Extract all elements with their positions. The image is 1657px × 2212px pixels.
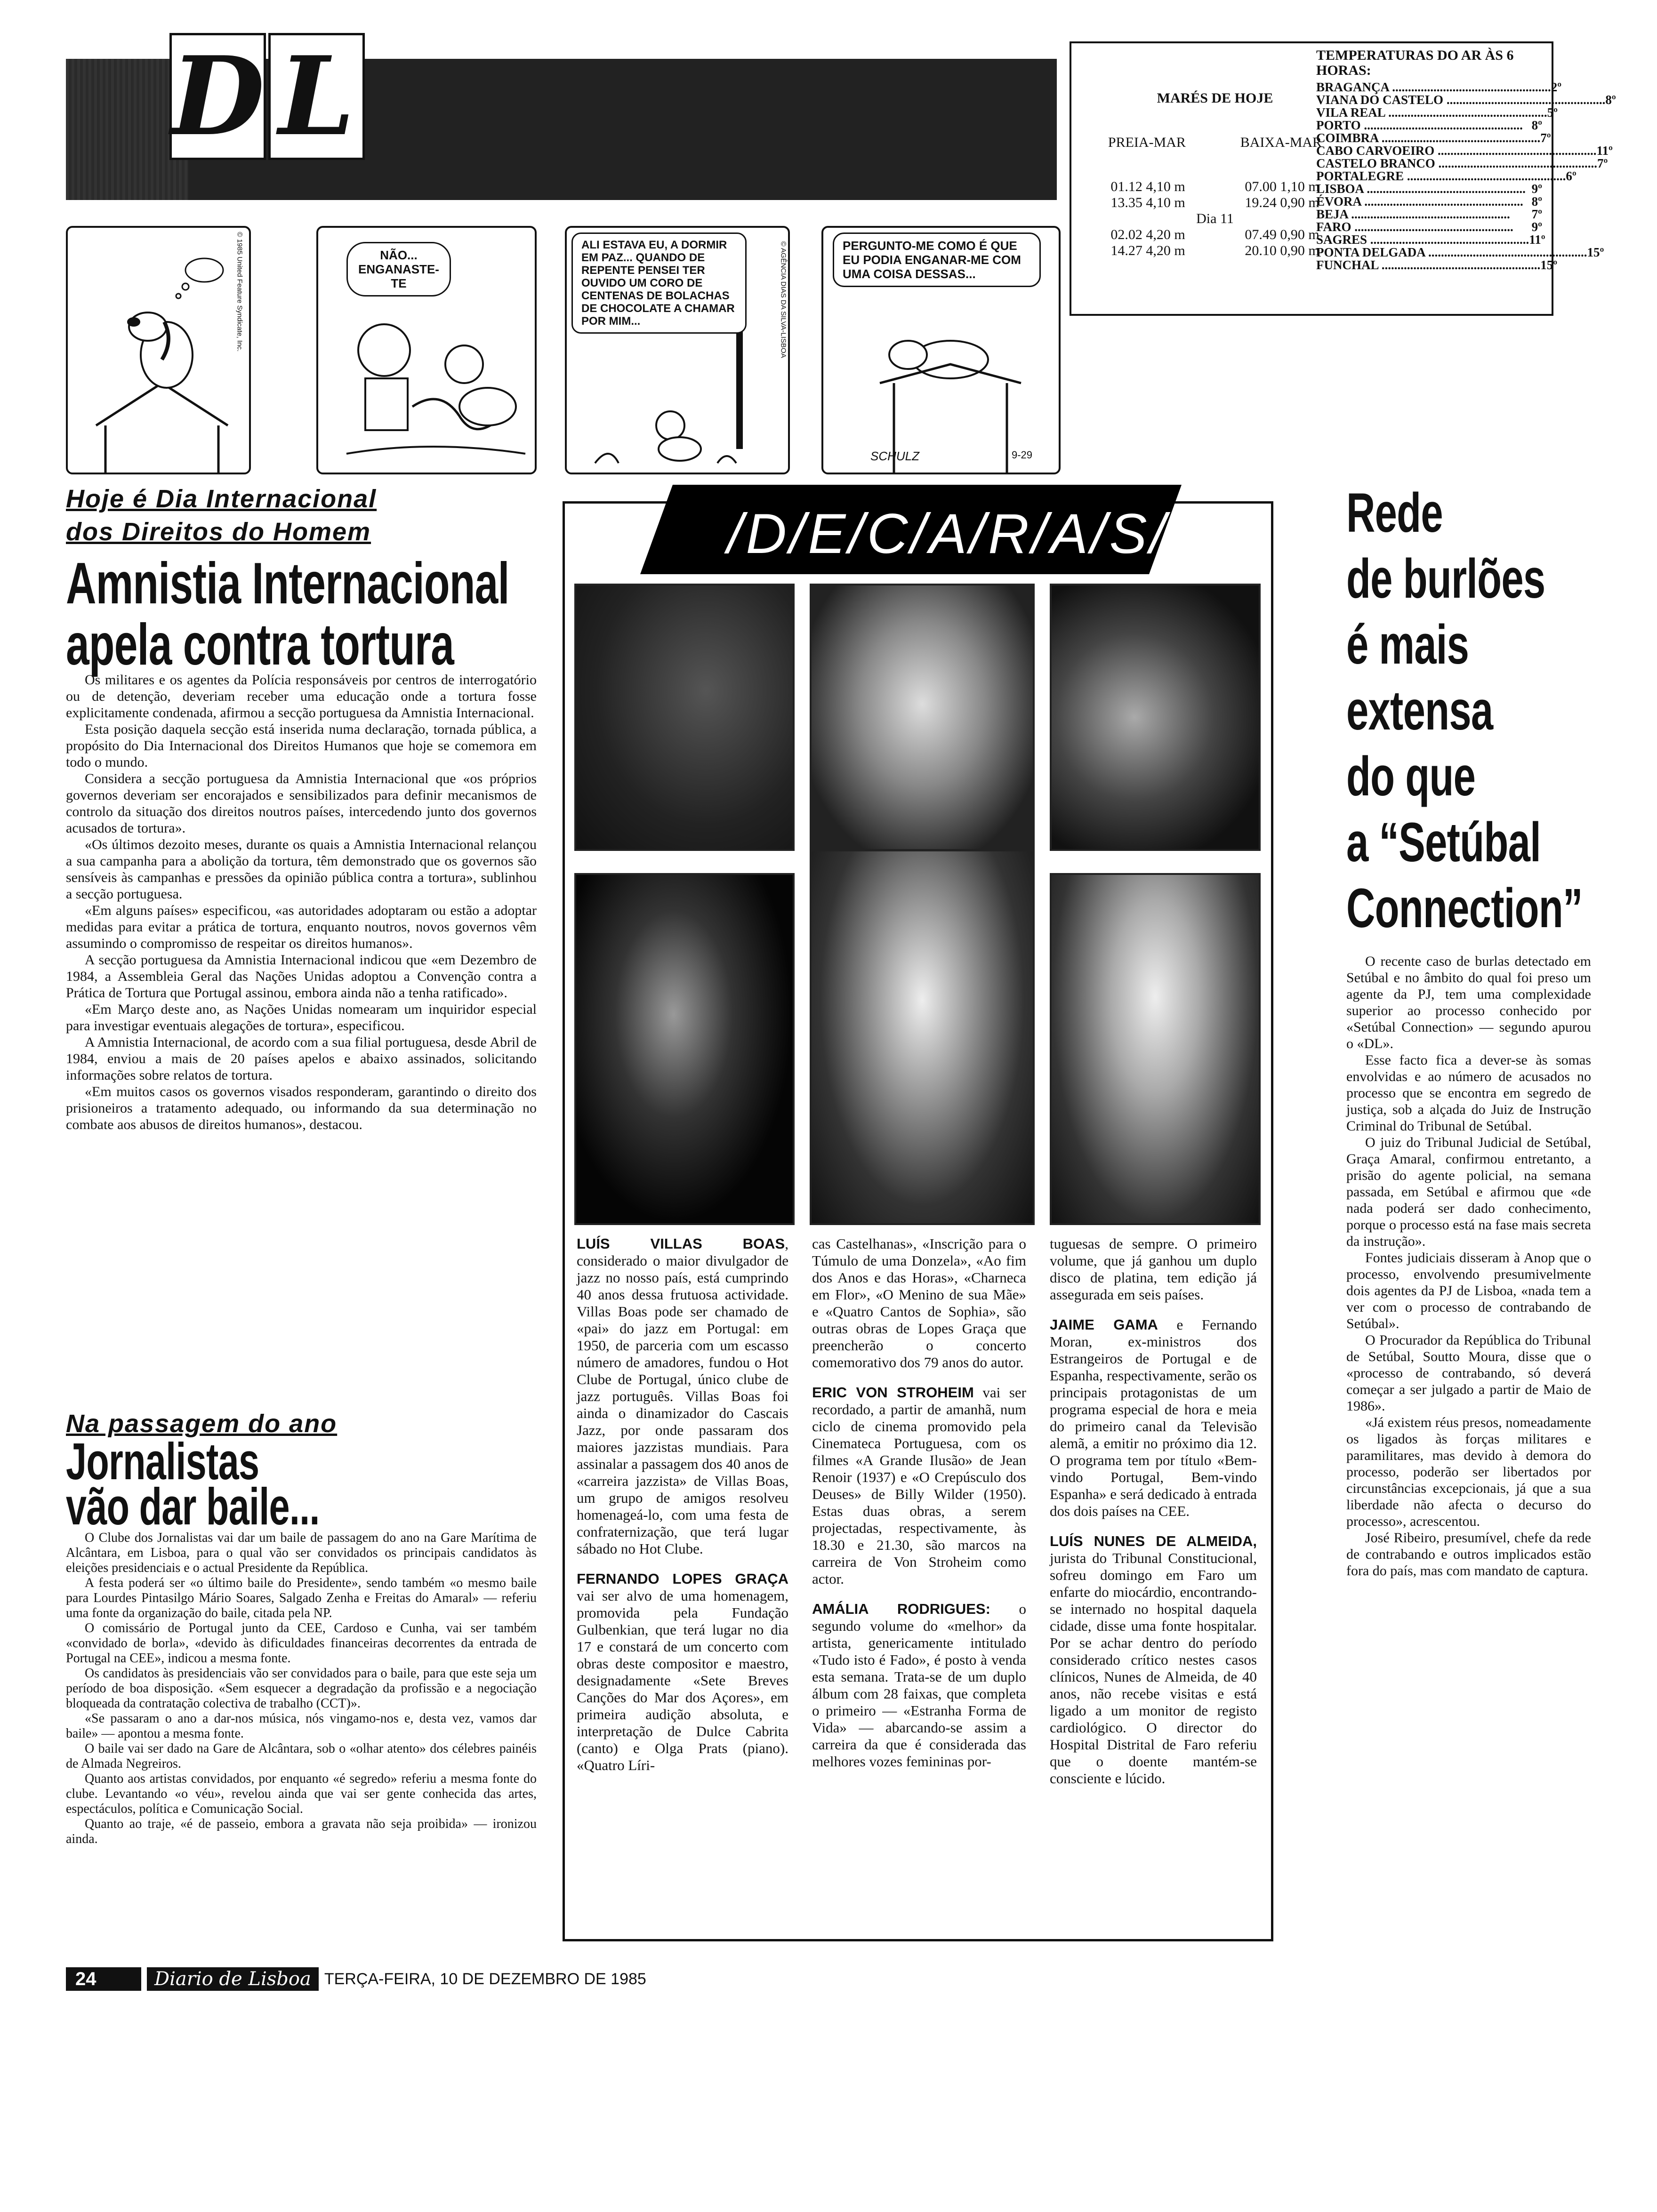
decaras-entry (577, 1235, 788, 1557)
article-kicker: Na passagem do ano (66, 1410, 338, 1438)
temperature-city: BRAGANÇA .................................................. (1316, 80, 1551, 94)
temperature-city: LISBOA .................................................. (1316, 182, 1526, 196)
decaras-entry-text: jurista do Tribunal Constitucional, sofreu domingo em Faro um enfarte do miocárdio, encontrando-se internado no hospital daquela cidade, disse uma fonte hospitalar. Por se achar dentro do período considerado crítico nestes casos clínicos, Nunes de Almeida, de 40 anos, não recebe visitas e está ligado a um monitor de registo cardiológico. O director do Hospital Distrital de Faro referiu que o doente mantém-se consciente e lúcido. (1050, 1550, 1257, 1787)
comic-copyright: © 1985 United Feature Syndicate, Inc. (235, 232, 244, 352)
city-name: SAGRES (1316, 232, 1367, 247)
temperature-city: PORTALEGRE .................................................. (1316, 169, 1566, 183)
logo-box-l: L (268, 33, 365, 160)
temperature-value: 8º (1531, 194, 1542, 208)
temperature-value: 15º (1587, 245, 1604, 259)
temperature-value: 7º (1540, 131, 1551, 145)
temperature-city: BEJA .................................................. (1316, 207, 1510, 221)
comic-bubble-3: ALI ESTAVA EU, A DORMIR EM PAZ... QUANDO DE REPENTE PENSEI TER OUVIDO UM CORO DE CENTENAS DE BOLACHAS DE CHOCOLATE A CHAMAR POR MIM... (571, 232, 747, 334)
article-paragraph: Considera a secção portuguesa da Amnistia Internacional que «os próprios governos deveriam ser encorajados e sensibilizados para definir mecanismos de controlo da situação dos direitos noutros países, intercedendo junto dos governos acusados de tortura». (66, 771, 537, 836)
temperature-row (1316, 156, 1608, 170)
decaras-entry (1050, 1235, 1257, 1303)
article-body (1346, 953, 1591, 1579)
temperature-row (1316, 221, 1542, 233)
article-paragraph: «Em muitos casos os governos visados responderam, garantindo o direito dos prisioneiros a tratamento adequado, ou informando da sua determinação no combate aos abusos de direitos humanos», destacou. (66, 1084, 537, 1133)
decaras-entry-lead: LUÍS VILLAS BOAS (577, 1235, 785, 1252)
article-paragraph: José Ribeiro, presumível, chefe da rede de contrabando e outros implicados estão fora do país, mas com mandato de captura. (1346, 1530, 1591, 1579)
comic-panel-4 (821, 226, 1061, 474)
city-name: BRAGANÇA (1316, 80, 1389, 94)
temperature-value: 9º (1531, 182, 1542, 196)
article-paragraph: «Em alguns países» especificou, «as autoridades adoptaram ou estão a adoptar medidas para evitar a prática de tortura, enquanto noutros, novos governos vêm assumindo o compromisso de respeitar os direitos humanos». (66, 903, 537, 952)
temperature-row (1316, 258, 1558, 272)
decaras-entry-text: o segundo volume do «melhor» da artista, genericamente intitulado «Tudo isto é Fado», é posto à venda esta semana. Trata-se de um duplo álbum com 28 faixas, que completa o primeiro — «Estranha Forma de Vida» — abarcando-se assim a carreira da que é considerada das melhores vozes femininas por- (812, 1601, 1026, 1770)
decaras-entry-text: cas Castelhanas», «Inscrição para o Túmulo de uma Donzela», «Ao fim dos Anos e das Horas», «Charneca em Flor», «O Menino de sua Mãe» e «Quatro Cantos de Sophia», são outras obras de Lopes Graça que preencherão o concerto comemorativo dos 79 anos do autor. (812, 1235, 1026, 1370)
article-headline-line: a “Setúbal (1346, 811, 1541, 874)
portrait-photo (1050, 584, 1261, 851)
portrait-photo (1050, 873, 1261, 1225)
decaras-entry (812, 1601, 1026, 1770)
decaras-entry-text: , considerado o maior divulgador de jazz no nosso país, está cumprindo 40 anos dessa frutuosa actividade. Villas Boas pode ser chamado de «pai» do jazz em Portugal: em 1950, de parceria com um escasso número de amadores, fundou o Hot Clube de Portugal, único clube de jazz português. Villas Boas foi ainda o dinamizador do Cascais Jazz, por onde passaram dos maiores jazzistas mundiais. Para assinalar a passagem dos 40 anos de «carreira jazzista» de Villas Boas, um grupo de amigos resolveu homenageá-lo, com uma festa de confraternização, que terá lugar sábado no Hot Clube. (577, 1235, 788, 1557)
city-name: PORTALEGRE (1316, 169, 1404, 183)
temperature-value: 11º (1529, 232, 1545, 247)
portrait-photo (810, 584, 1035, 851)
article-paragraph: «Em Março deste ano, as Nações Unidas nomearam um inquiridor especial para investigar eventuais alegações de tortura», especificou. (66, 1002, 537, 1034)
paper-name: Diario de Lisboa (147, 1967, 319, 1991)
article-headline: apela contra tortura (66, 612, 454, 678)
temperature-value: 5º (1547, 105, 1558, 120)
decaras-col-2 (812, 1235, 1026, 1783)
tides-row: 01.12 4,10 m 07.00 1,10 m (1110, 179, 1319, 194)
portrait-photo (574, 873, 795, 1225)
temperatures-list (1316, 80, 1616, 272)
article-paragraph: O recente caso de burlas detectado em Setúbal e no âmbito do qual foi preso um agente da PJ, tem uma complexidade superior ao processo conhecido por «Setúbal Connection» — segundo apurou o «DL». (1346, 954, 1591, 1051)
article-headline-line: Connection” (1346, 877, 1583, 939)
article-paragraph: A festa poderá ser «o último baile do Presidente», sendo também «o mesmo baile para Lourdes Pintasilgo Mário Soares, Salgado Zenha e Freitas do Amaral» — referiu uma fonte da organização do baile, citada pela NP. (66, 1576, 537, 1620)
temperature-city: ÉVORA .................................................. (1316, 194, 1523, 208)
temperature-city: VIANA DO CASTELO .................................................. (1316, 93, 1606, 107)
footer (66, 1967, 725, 1991)
article-paragraph: O baile vai ser dado na Gare de Alcântara, sob o «olhar atento» dos célebres painéis de Almada Negreiros. (66, 1741, 537, 1771)
tides-title: MARÉS DE HOJE (1157, 90, 1273, 106)
temperature-value: 2º (1551, 80, 1562, 94)
decaras-col-1 (577, 1235, 788, 1787)
city-name: FARO (1316, 220, 1351, 234)
city-name: VIANA DO CASTELO (1316, 93, 1444, 107)
temperature-row (1316, 119, 1542, 132)
article-headline: Amnistia Internacional (66, 551, 509, 616)
decaras-col-3 (1050, 1235, 1257, 1800)
article-paragraph: O comissário de Portugal junto da CEE, Cardoso e Cunha, vai ser também «convidado de borla», «devido às dificuldades financeiras decorrentes da entrada de Portugal na CEE», indicou a mesma fonte. (66, 1621, 537, 1666)
weather-box (1070, 41, 1616, 316)
city-name: PORTO (1316, 118, 1361, 132)
decaras-entry-text: vai ser alvo de uma homenagem, promovida pela Fundação Gulbenkian, que terá lugar no dia 17 e constará de um concerto com obras deste compositor e maestro, designadamente «Sete Breves Canções do Mar dos Açores», em primeira audição absoluta, e interpretação de Dulce Cabrita (canto) e Olga Prats (piano). «Quatro Líri- (577, 1587, 788, 1773)
city-name: PONTA DELGADA (1316, 245, 1425, 259)
city-name: CASTELO BRANCO (1316, 156, 1435, 170)
temperature-value: 7º (1531, 207, 1542, 221)
decaras-entry-lead: JAIME GAMA (1050, 1316, 1158, 1333)
decaras-entry (1050, 1533, 1257, 1787)
decaras-entry-lead: LUÍS NUNES DE ALMEIDA, (1050, 1533, 1257, 1549)
temperature-value: 8º (1605, 93, 1616, 107)
temperature-city: FUNCHAL .................................................. (1316, 258, 1541, 272)
tides-header (1081, 135, 1349, 151)
comic-signature: SCHULZ (870, 449, 920, 463)
temperature-value: 8º (1531, 118, 1542, 132)
city-name: FUNCHAL (1316, 258, 1379, 272)
article-headline-line: Rede (1346, 482, 1443, 544)
article-paragraph: «Já existem réus presos, nomeadamente os ligados às forças militares e paramilitares, mas devido à demora do processo, poderão ser libertados por circunstâncias excepcionais, já que a sua liberdade não afecta o decurso do processo», acrescentou. (1346, 1415, 1591, 1529)
temperature-row (1316, 169, 1577, 183)
temperature-value: 15º (1540, 258, 1558, 272)
article-body (66, 1531, 537, 1847)
temperature-row (1316, 183, 1542, 195)
article-paragraph: A Amnistia Internacional, de acordo com a sua filial portuguesa, desde Abril de 1984, enviou a mais de 20 países apelos e abaixo assinados, solicitando informações sobre relatos de tortura. (66, 1034, 537, 1083)
temperature-row (1316, 80, 1562, 94)
article-burloes (1346, 480, 1591, 1579)
temperature-value: 6º (1566, 169, 1577, 183)
temperature-value: 9º (1531, 220, 1542, 234)
comic-date-code: 9-29 (1012, 449, 1033, 461)
article-headline-line: de burlões (1346, 548, 1545, 610)
city-name: COIMBRA (1316, 131, 1379, 145)
tides-col-high: PREIA-MAR (1108, 135, 1186, 150)
temperature-row (1316, 105, 1558, 120)
comic-bubble-2: NÃO... ENGANASTE-TE (346, 242, 451, 297)
comic-panel-3 (565, 226, 790, 474)
temperature-row (1316, 232, 1545, 247)
article-paragraph: Quanto ao traje, «é de passeio, embora a gravata não seja proibida» — ironizou ainda. (66, 1817, 537, 1846)
logo-box-d: D (169, 33, 266, 160)
temperature-city: VILA REAL .................................................. (1316, 105, 1547, 120)
tides-row: 02.02 4,20 m 07.49 0,90 m (1110, 227, 1319, 242)
decaras-entry-text: vai ser recordado, a partir de amanhã, num ciclo de cinema promovido pela Cinemateca Portuguesa, com os filmes «A Grande Ilusão» de Jean Renoir (1937) e «O Crepúsculo dos Deuses» de Billy Wilder (1950). Estas duas obras, a serem projectadas, respectivamente, às 18.30 e 21.30, são marcos na carreira de Von Stroheim como actor. (812, 1384, 1026, 1587)
temperature-row (1316, 208, 1542, 221)
decaras-entry-lead: AMÁLIA RODRIGUES: (812, 1601, 990, 1617)
article-paragraph: Esta posição daquela secção está inserida numa declaração, tornada pública, a propósito do Dia Internacional dos Direitos Humanos que hoje se comemora em todo o mundo. (66, 721, 537, 770)
city-name: CABO CARVOEIRO (1316, 144, 1435, 158)
city-name: ÉVORA (1316, 194, 1361, 208)
decaras-entry-lead: FERNANDO LOPES GRAÇA (577, 1571, 788, 1587)
temperature-city: COIMBRA .................................................. (1316, 131, 1541, 145)
temperature-row (1316, 195, 1542, 208)
city-name: LISBOA (1316, 182, 1364, 196)
masthead-logo (169, 33, 367, 160)
temperature-value: 11º (1596, 144, 1613, 158)
temperature-value: 7º (1597, 156, 1608, 170)
tides-section (1081, 90, 1349, 259)
article-paragraph: Os candidatos às presidenciais vão ser convidados para o baile, para que este seja um período de boa disposição. «Sem esquecer a degradação da profissão e a negociação bloqueada da contratação colectiva de trabalho (CCT)». (66, 1666, 537, 1711)
article-headline (1346, 480, 1591, 941)
comic-bubble-4: PERGUNTO-ME COMO É QUE EU PODIA ENGANAR-ME COM UMA COISA DESSAS... (833, 232, 1041, 287)
article-paragraph: «Os últimos dezoito meses, durante os quais a Amnistia Internacional relançou a sua campanha para a abolição da tortura, têm demonstrado que os governos são sensíveis às campanhas e pressões da opinião pública contra a tortura», sublinhou a secção portuguesa. (66, 837, 537, 902)
comic-agency: © AGÊNCIA DIAS DA SILVA-LISBOA (779, 241, 788, 358)
comic-panel-1 (66, 226, 251, 474)
page-number: 24 (66, 1967, 141, 1991)
article-jornalistas (66, 1407, 537, 1847)
temperature-city: PONTA DELGADA .................................................. (1316, 245, 1587, 259)
decaras-entry (812, 1235, 1026, 1371)
comic-panel-2 (316, 226, 537, 474)
temperature-city: PORTO .................................................. (1316, 118, 1523, 132)
tides-col-low: BAIXA-MAR (1240, 135, 1322, 150)
article-headline: Jornalistas (66, 1433, 259, 1491)
article-paragraph: O Clube dos Jornalistas vai dar um baile de passagem do ano na Gare Marítima de Alcântara, em Lisboa, para o qual vão ser convidados os principais candidatos às eleições presidenciais e o actual Presidente da República. (66, 1531, 537, 1575)
decaras-entry-text: e Fernando Moran, ex-ministros dos Estrangeiros de Portugal e de Espanha, respectivamente, serão os principais protagonistas de um programa especial de hora e meia do primeiro canal da Televisão alemã, a emitir no próximo dia 12. O programa tem por título «Bem-vindo Portugal, Bem-vindo Espanha» e será dedicado à entrada dos dois países na CEE. (1050, 1316, 1257, 1519)
tides-row: 13.35 4,10 m 19.24 0,90 m (1110, 195, 1319, 210)
decaras-banner-text: /D/E/C/A/R/A/S/ (727, 502, 1168, 565)
decaras-entry (812, 1384, 1026, 1587)
decaras-section (563, 501, 1273, 1941)
temperatures-section (1316, 48, 1616, 272)
article-paragraph: O juiz do Tribunal Judicial de Setúbal, Graça Amaral, confirmou entretanto, a prisão do agente policial, na semana passada, em Setúbal e afirmou que «de nada poderá ser dado conhecimento, porque o processo está na fase mais secreta da instrução». (1346, 1135, 1591, 1249)
article-kicker: Hoje é Dia Internacional (66, 485, 377, 513)
article-headline: vão dar baile... (66, 1478, 320, 1536)
article-paragraph: Quanto aos artistas convidados, por enquanto «é segredo» referiu a mesma fonte do clube. Levantando «o véu», revelou ainda que vai ser gente conhecida das artes, espectáculos, política e Comunicação Social. (66, 1771, 537, 1816)
decaras-entry (577, 1571, 788, 1774)
article-paragraph: O Procurador da República do Tribunal de Setúbal, Soutto Moura, disse que o «processo de contrabando, só deverá começar a ser julgado a partir de Maio de 1986». (1346, 1332, 1591, 1414)
decaras-entry-lead: ERIC VON STROHEIM (812, 1384, 974, 1401)
article-amnistia (66, 482, 537, 1133)
article-body (66, 672, 537, 1133)
portrait-photo (574, 584, 795, 851)
city-name: BEJA (1316, 207, 1348, 221)
temperature-city: SAGRES .................................................. (1316, 232, 1529, 247)
article-headline-line: é mais (1346, 614, 1469, 676)
temperatures-title: TEMPERATURAS DO AR ÀS 6 HORAS: (1316, 48, 1514, 78)
article-headline-line: extensa (1346, 680, 1493, 742)
temperature-row (1316, 144, 1613, 158)
article-paragraph: «Se passaram o ano a dar-nos música, nós vingamo-nos e, desta vez, vamos dar baile» — apontou a mesma fonte. (66, 1711, 537, 1741)
temperature-row (1316, 245, 1604, 259)
city-name: VILA REAL (1316, 105, 1385, 120)
temperature-city: FARO .................................................. (1316, 220, 1513, 234)
tides-next-day: Dia 11 (1196, 211, 1234, 226)
temperature-row (1316, 131, 1551, 145)
portrait-photo (810, 850, 1035, 1225)
article-kicker: dos Direitos do Homem (66, 518, 371, 546)
decaras-entry-text: tuguesas de sempre. O primeiro volume, que já ganhou um duplo disco de platina, tem edição já assegurada em seis países. (1050, 1235, 1257, 1303)
article-headline-line: do que (1346, 745, 1476, 808)
article-paragraph: Fontes judiciais disseram à Anop que o processo, envolvendo presumivelmente dois agentes da PJ de Lisboa, «nada tem a ver com o processo de contrabando de Setúbal». (1346, 1250, 1591, 1331)
footer-date: TERÇA-FEIRA, 10 DE DEZEMBRO DE 1985 (324, 1970, 646, 1988)
article-paragraph: A secção portuguesa da Amnistia Internacional indicou que «em Dezembro de 1984, a Assembleia Geral das Nações Unidas adoptou a Convenção contra a Prática de Tortura que Portugal assinou, embora ainda não a tenha ratificado». (66, 952, 537, 1001)
snoopy-doghouse-drawing (68, 228, 249, 473)
article-paragraph: Os militares e os agentes da Polícia responsáveis por centros de interrogatório ou de detenção, deveriam receber uma educação onde a tortura fosse explicitamente condenada, afirmou a secção portuguesa da Amnistia Internacional. (66, 672, 537, 721)
temperature-row (1316, 93, 1616, 107)
temperature-city: CASTELO BRANCO .................................................. (1316, 156, 1598, 170)
decaras-entry (1050, 1316, 1257, 1520)
tides-row: 14.27 4,20 m 20.10 0,90 m (1110, 243, 1319, 258)
article-paragraph: Esse facto fica a dever-se às somas envolvidas e ao número de acusados no processo que se encontra em segredo de justiça, sob a alçada do Juiz de Instrução Criminal do Tribunal de Setúbal. (1346, 1052, 1591, 1134)
temperature-city: CABO CARVOEIRO .................................................. (1316, 144, 1597, 158)
